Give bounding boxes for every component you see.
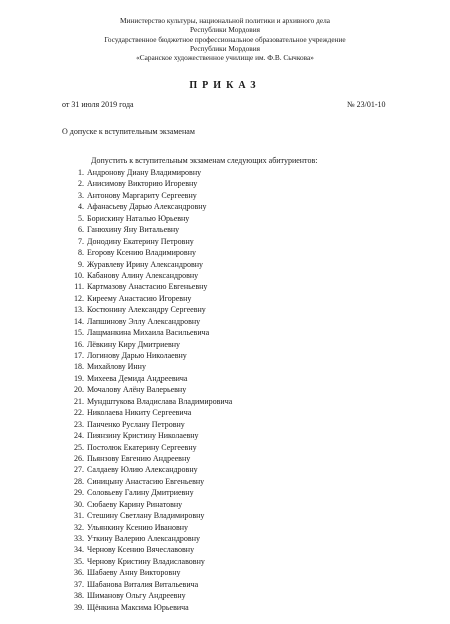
applicant-item — [62, 350, 232, 361]
applicant-number: 1. — [78, 168, 84, 177]
applicant-number: 13. — [74, 305, 84, 315]
organization-header — [60, 16, 390, 62]
applicant-item — [62, 224, 232, 235]
applicant-number: 25. — [74, 442, 84, 452]
applicant-item — [62, 579, 232, 590]
document-number: № 23/01-10 — [347, 100, 386, 109]
applicant-name: Борискину Наталью Юрьевну — [87, 213, 190, 223]
applicant-item — [62, 316, 232, 327]
applicant-number: 35. — [74, 556, 84, 566]
applicant-number: 30. — [74, 499, 84, 509]
applicant-number: 10. — [74, 270, 84, 280]
applicant-name: Шиманову Ольгу Андреевну — [87, 591, 186, 601]
applicant-name: Ульянкину Ксению Ивановну — [87, 522, 189, 532]
applicant-name: Чернову Кристину Владиславовну — [87, 556, 205, 566]
applicant-name: Афанасьеву Дарью Александровну — [87, 202, 207, 212]
applicant-item — [62, 499, 232, 510]
applicant-item — [62, 510, 232, 521]
applicant-item — [62, 293, 232, 304]
applicant-item — [62, 281, 232, 292]
ministry-line: Министерство культуры, национальной политики и архивного дела — [120, 16, 330, 25]
applicant-number: 6. — [78, 225, 84, 235]
applicant-item — [62, 247, 232, 258]
applicant-item — [62, 384, 232, 395]
applicant-item — [62, 590, 232, 601]
applicant-item — [62, 270, 232, 281]
applicant-number: 14. — [74, 316, 84, 326]
applicant-name: Мундштукова Владислава Владимировича — [87, 396, 233, 406]
applicant-item — [62, 556, 232, 567]
applicant-number: 29. — [74, 488, 84, 498]
applicant-item — [62, 327, 232, 338]
applicant-name: Антонову Маргариту Сергеевну — [87, 190, 197, 200]
applicant-name: Логинову Дарью Николаевну — [87, 351, 187, 360]
applicant-item — [62, 522, 232, 533]
applicant-number: 18. — [74, 362, 84, 372]
applicant-item — [62, 602, 232, 613]
document-date: от 31 июля 2019 года — [62, 100, 134, 109]
applicant-item — [62, 259, 232, 270]
applicant-item — [62, 213, 232, 224]
applicant-name: Михайлову Инну — [87, 362, 146, 372]
applicant-number: 36. — [74, 568, 84, 578]
applicant-number: 17. — [74, 351, 84, 360]
applicant-item — [62, 430, 232, 441]
applicant-number: 9. — [78, 259, 84, 269]
applicant-name: Синицыну Анастасию Евгеньевну — [87, 476, 205, 486]
applicant-item — [62, 487, 232, 498]
applicant-number: 2. — [78, 179, 84, 189]
applicant-number: 11. — [74, 282, 84, 292]
applicant-number: 28. — [74, 476, 84, 486]
applicant-name: Сюбаеву Карину Ринатовну — [87, 499, 183, 509]
applicant-name: Салдаеву Юлию Александровну — [87, 465, 198, 475]
applicant-item — [62, 178, 232, 189]
applicant-name: Стешину Светлану Владимировну — [87, 511, 205, 521]
applicant-number: 5. — [78, 213, 84, 223]
applicant-name: Михеева Демида Андреевича — [87, 373, 188, 383]
applicant-name: Уткину Валерию Александровну — [87, 534, 200, 543]
applicant-name: Шабаеву Анну Викторовну — [87, 568, 181, 578]
applicant-item — [62, 464, 232, 475]
applicant-number: 19. — [74, 373, 84, 383]
applicant-item — [62, 419, 232, 430]
applicant-item — [62, 442, 232, 453]
document-title: ПРИКАЗ — [189, 80, 261, 91]
applicant-item — [62, 190, 232, 201]
applicant-number: 4. — [78, 202, 84, 212]
applicant-item — [62, 476, 232, 487]
applicant-number: 8. — [78, 248, 84, 258]
applicant-number: 20. — [74, 385, 84, 395]
applicant-name: Андронову Диану Владимировну — [87, 168, 202, 177]
applicant-item — [62, 567, 232, 578]
applicant-number: 34. — [74, 545, 84, 555]
applicant-name: Лапшинову Эллу Александровну — [87, 316, 201, 326]
applicant-name: Чернову Ксению Вячеславовну — [87, 545, 195, 555]
applicant-name: Киреему Анастасию Игоревну — [87, 293, 192, 303]
applicant-name: Постолюк Екатерину Сергеевну — [87, 442, 197, 452]
applicant-item — [62, 236, 232, 247]
applicant-item — [62, 396, 232, 407]
applicant-name: Щёнкина Максима Юрьевича — [87, 602, 189, 612]
applicant-name: Анисимову Викторию Игоревну — [87, 179, 198, 189]
republic-line: Республики Мордовия — [189, 25, 260, 35]
applicant-name: Егорову Ксению Владимировну — [87, 248, 196, 258]
applicant-number: 32. — [74, 522, 84, 532]
applicant-item — [62, 533, 232, 544]
applicant-name: Николаева Никиту Сергеевича — [87, 408, 192, 418]
applicant-number: 39. — [74, 602, 84, 612]
applicant-item — [62, 373, 232, 384]
applicant-number: 27. — [74, 465, 84, 475]
applicant-number: 38. — [74, 591, 84, 601]
document-subject: О допуске к вступительным экзаменам — [62, 127, 195, 136]
applicant-name: Мочалову Алёну Валерьевну — [87, 385, 187, 395]
applicant-name: Пьянзову Евгению Андреевну — [87, 453, 191, 463]
applicant-number: 12. — [74, 293, 84, 303]
applicant-number: 31. — [74, 511, 84, 521]
applicant-name: Панченко Руслану Петровну — [87, 419, 185, 429]
applicant-number: 21. — [74, 396, 84, 406]
applicant-item — [62, 453, 232, 464]
applicant-list — [62, 167, 232, 613]
applicant-number: 16. — [74, 339, 84, 349]
applicant-name: Картмазову Анастасию Евгеньевну — [87, 282, 208, 292]
applicant-number: 24. — [74, 431, 84, 441]
applicant-number: 7. — [78, 236, 84, 246]
applicant-name: Пиянзину Кристину Николаевну — [87, 431, 199, 441]
applicant-item — [62, 407, 232, 418]
applicant-item — [62, 167, 232, 178]
institution-type-line: Государственное бюджетное профессиональное образовательное учреждение — [104, 34, 346, 44]
applicant-name: Лёвкину Киру Дмитриевну — [87, 339, 180, 349]
applicant-item — [62, 544, 232, 555]
applicant-name: Донодину Екатерину Петровну — [87, 236, 194, 246]
applicant-number: 3. — [78, 190, 84, 200]
applicant-name: Лащманкина Михаила Васильевича — [87, 328, 210, 338]
applicant-number: 33. — [74, 534, 84, 543]
applicant-item — [62, 201, 232, 212]
applicant-name: Журавлеву Ирину Александровну — [87, 259, 204, 269]
institution-name-line: «Саранское художественное училище им. Ф.В. Сычкова» — [136, 53, 314, 63]
republic-line-2: Республики Мордовия — [189, 43, 260, 53]
order-intro: Допустить к вступительным экзаменам следующих абитуриентов: — [91, 156, 318, 165]
applicant-number: 15. — [74, 328, 84, 338]
applicant-item — [62, 304, 232, 315]
applicant-item — [62, 339, 232, 350]
applicant-number: 26. — [74, 453, 84, 463]
applicant-name: Кабанову Алину Александровну — [87, 270, 199, 280]
applicant-item — [62, 361, 232, 372]
applicant-number: 22. — [74, 408, 84, 418]
applicant-name: Соловьеву Галину Дмитриевну — [87, 488, 194, 498]
applicant-name: Костюнину Александру Сергеевну — [87, 305, 206, 315]
applicant-number: 23. — [74, 419, 84, 429]
applicant-name: Шабанова Виталия Витальевича — [87, 579, 199, 589]
applicant-number: 37. — [74, 579, 84, 589]
applicant-name: Ганюхину Яну Витальевну — [87, 225, 180, 235]
